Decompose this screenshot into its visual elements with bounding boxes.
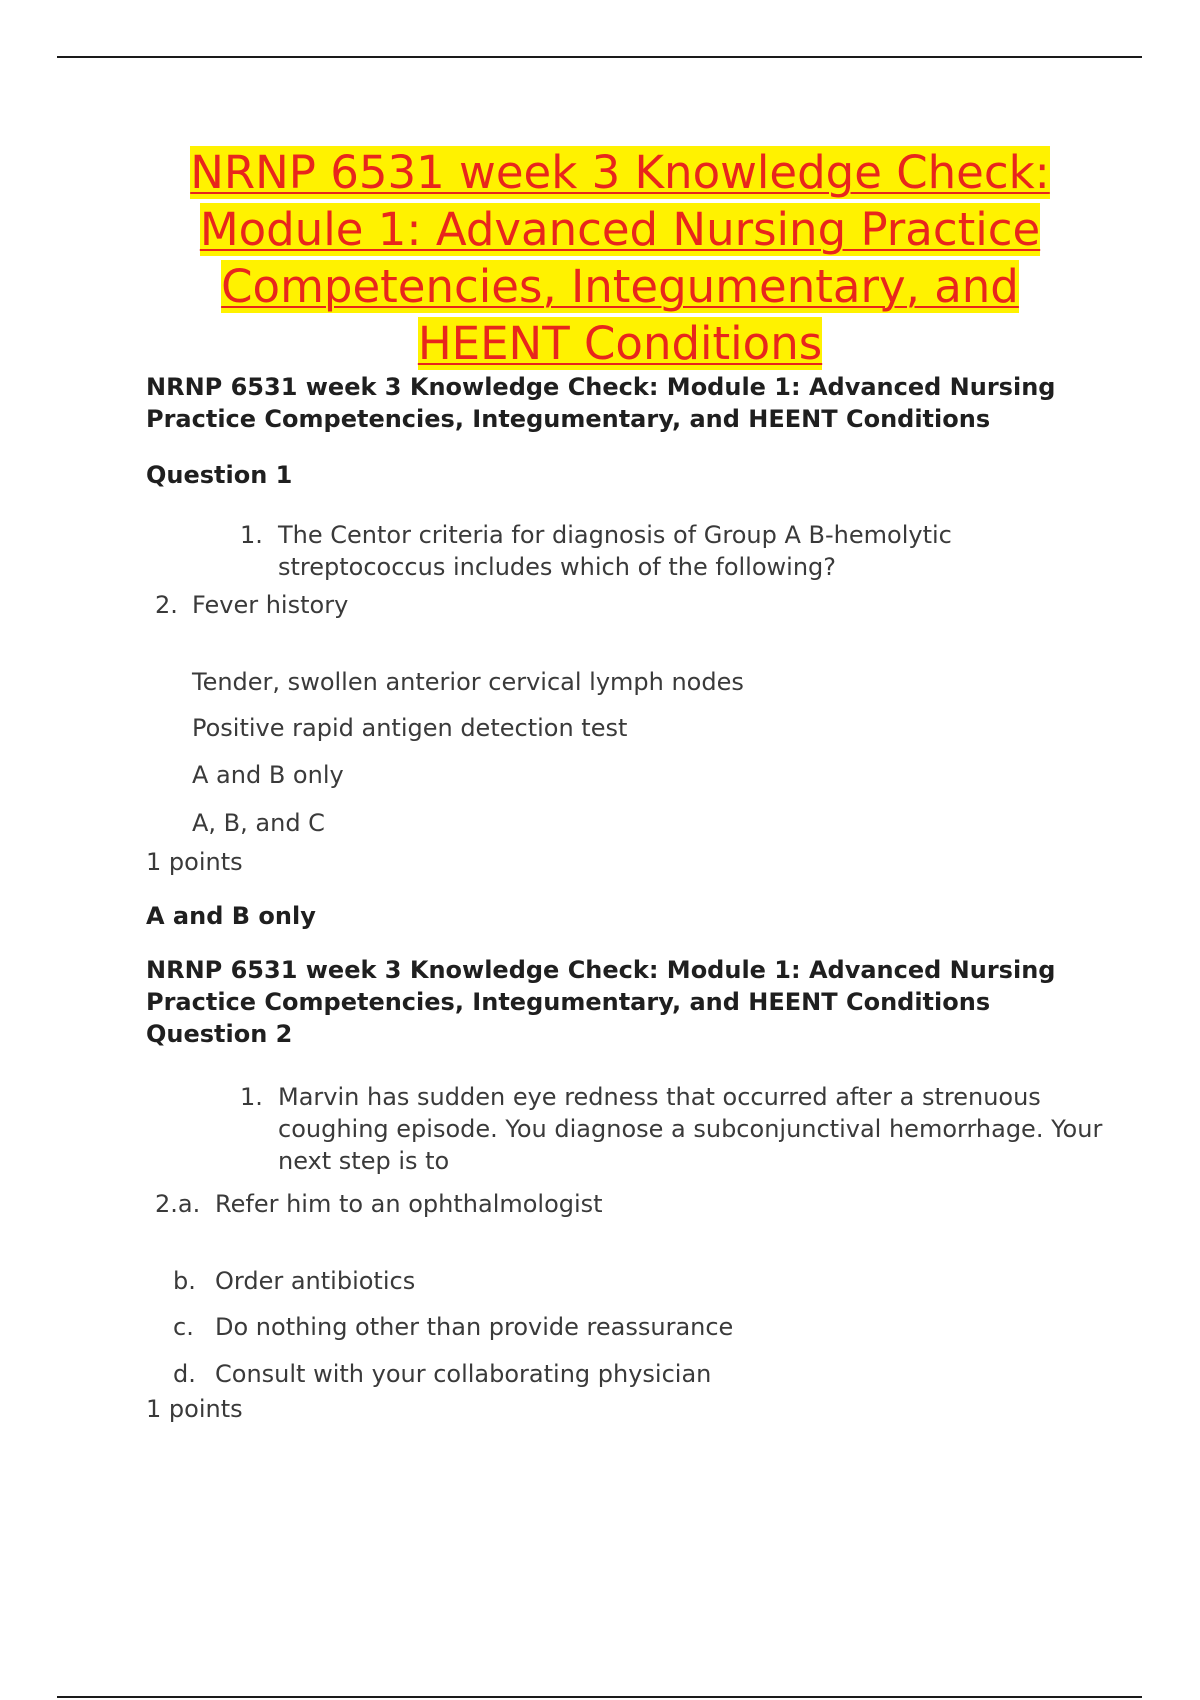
question-2-option: Consult with your collaborating physician — [215, 1360, 712, 1388]
question-1-stem: The Centor criteria for diagnosis of Group A B-hemolytic streptococcus includes which of the following? — [278, 521, 952, 581]
option-marker: c. — [173, 1313, 194, 1341]
question-2-points: 1 points — [146, 1395, 243, 1423]
option-marker: b. — [173, 1267, 196, 1295]
option-marker: 2. — [155, 591, 178, 619]
question-2-option: Order antibiotics — [215, 1267, 416, 1295]
question-2-option: Refer him to an ophthalmologist — [215, 1190, 603, 1218]
question-1-option: A, B, and C — [192, 809, 325, 837]
question-1-points: 1 points — [146, 848, 243, 876]
document-title: NRNP 6531 week 3 Knowledge Check: Module 1: Advanced Nursing Practice Competencies, Integumentary, and HEENT Conditions — [190, 146, 1050, 370]
question-1-stem-number: 1. — [240, 521, 263, 549]
bottom-rule — [57, 1696, 1142, 1698]
question-1-option: A and B only — [192, 761, 344, 789]
question-1-option: Fever history — [192, 591, 349, 619]
option-marker: d. — [173, 1360, 196, 1388]
section-1-heading: NRNP 6531 week 3 Knowledge Check: Module 1: Advanced Nursing Practice Competencies, Integumentary, and HEENT Conditions — [146, 373, 1056, 433]
question-1-option: Tender, swollen anterior cervical lymph nodes — [192, 668, 744, 696]
section-2-heading: NRNP 6531 week 3 Knowledge Check: Module 1: Advanced Nursing Practice Competencies, Integumentary, and HEENT Conditions Question 2 — [146, 956, 1056, 1048]
option-marker: 2.a. — [155, 1190, 201, 1218]
question-1-option: Positive rapid antigen detection test — [192, 714, 628, 742]
question-2-stem: Marvin has sudden eye redness that occurred after a strenuous coughing episode. You diagnose a subconjunctival hemorrhage. Your next step is to — [278, 1083, 1103, 1175]
question-1-label: Question 1 — [146, 461, 293, 489]
question-2-option: Do nothing other than provide reassurance — [215, 1313, 734, 1341]
question-2-stem-number: 1. — [240, 1083, 263, 1111]
question-1-answer: A and B only — [146, 902, 316, 930]
top-rule — [57, 56, 1142, 58]
